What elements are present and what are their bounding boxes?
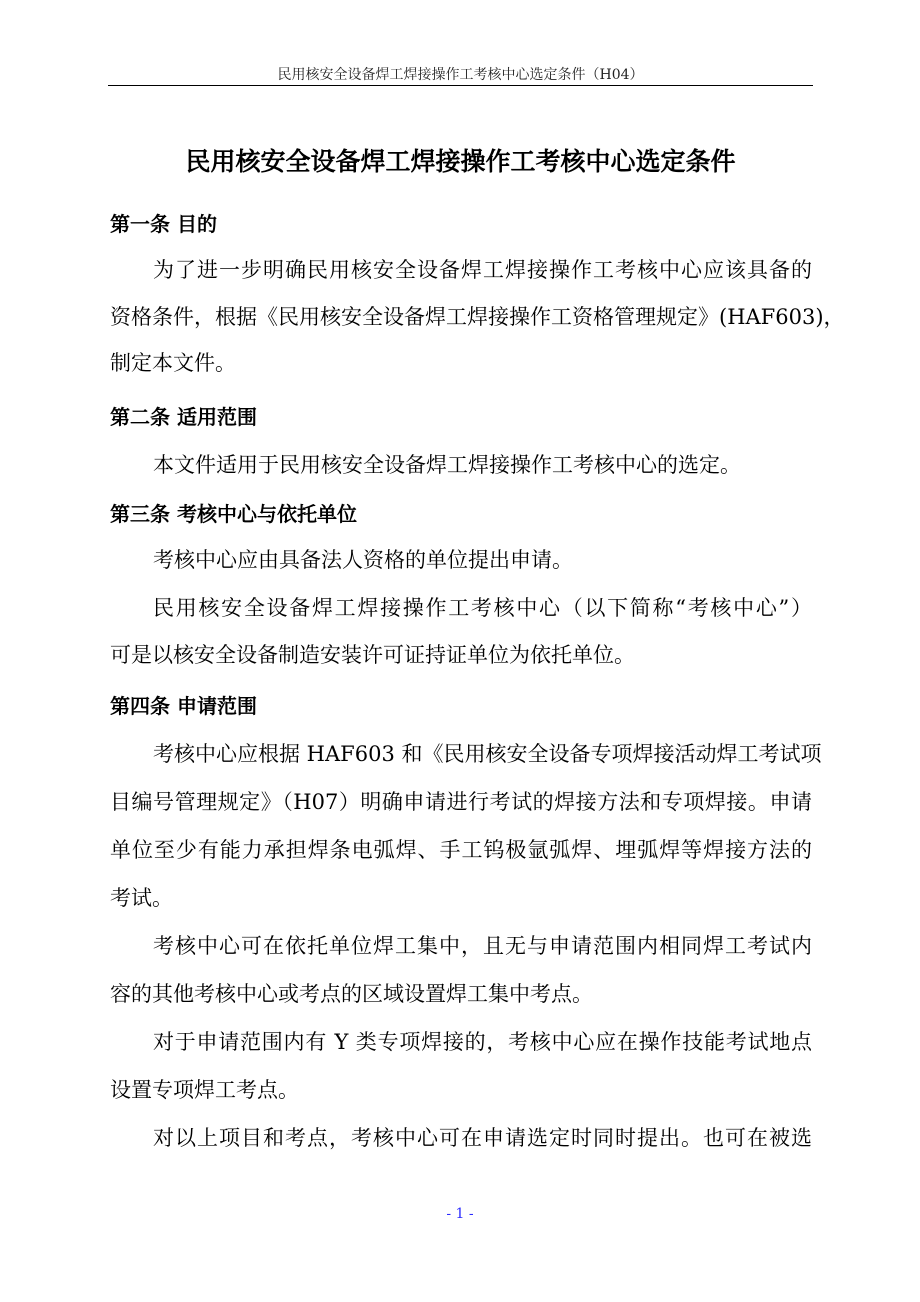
paragraph-line: 资格条件，根据《民用核安全设备焊工焊接操作工资格管理规定》(HAF603)， bbox=[110, 305, 845, 329]
paragraph-line: 对以上项目和考点，考核中心可在申请选定时同时提出。也可在被选 bbox=[153, 1126, 812, 1150]
paragraph-line: 单位至少有能力承担焊条电弧焊、手工钨极氩弧焊、埋弧焊等焊接方法的 bbox=[110, 838, 812, 862]
paragraph-line: 为了进一步明确民用核安全设备焊工焊接操作工考核中心应该具备的 bbox=[153, 258, 812, 282]
article-heading: 第二条 适用范围 bbox=[110, 405, 257, 429]
header-rule bbox=[108, 85, 813, 86]
paragraph-line: 制定本文件。 bbox=[110, 351, 236, 375]
paragraph-line: 考核中心可在依托单位焊工集中，且无与申请范围内相同焊工考试内 bbox=[153, 934, 812, 958]
paragraph-line: 容的其他考核中心或考点的区域设置焊工集中考点。 bbox=[110, 982, 593, 1006]
running-header: 民用核安全设备焊工焊接操作工考核中心选定条件（H04） bbox=[277, 67, 644, 83]
paragraph-line: 考核中心应根据 HAF603 和《民用核安全设备专项焊接活动焊工考试项 bbox=[153, 742, 822, 766]
paragraph-line: 考试。 bbox=[110, 886, 173, 910]
paragraph-line: 本文件适用于民用核安全设备焊工焊接操作工考核中心的选定。 bbox=[153, 453, 741, 477]
paragraph-line: 对于申请范围内有 Y 类专项焊接的，考核中心应在操作技能考试地点 bbox=[153, 1030, 812, 1054]
paragraph-line: 考核中心应由具备法人资格的单位提出申请。 bbox=[153, 548, 573, 572]
document-title: 民用核安全设备焊工焊接操作工考核中心选定条件 bbox=[185, 147, 736, 176]
article-heading: 第三条 考核中心与依托单位 bbox=[110, 502, 357, 526]
paragraph-line: 目编号管理规定》（H07）明确申请进行考试的焊接方法和专项焊接。申请 bbox=[110, 790, 812, 814]
paragraph-line: 民用核安全设备焊工焊接操作工考核中心（以下简称“考核中心”） bbox=[153, 596, 812, 620]
article-heading: 第一条 目的 bbox=[110, 212, 217, 236]
paragraph-line: 设置专项焊工考点。 bbox=[110, 1078, 299, 1102]
paragraph-line: 可是以核安全设备制造安装许可证持证单位为依托单位。 bbox=[110, 643, 635, 667]
page-number: - 1 - bbox=[446, 1206, 474, 1222]
article-heading: 第四条 申请范围 bbox=[110, 694, 257, 718]
